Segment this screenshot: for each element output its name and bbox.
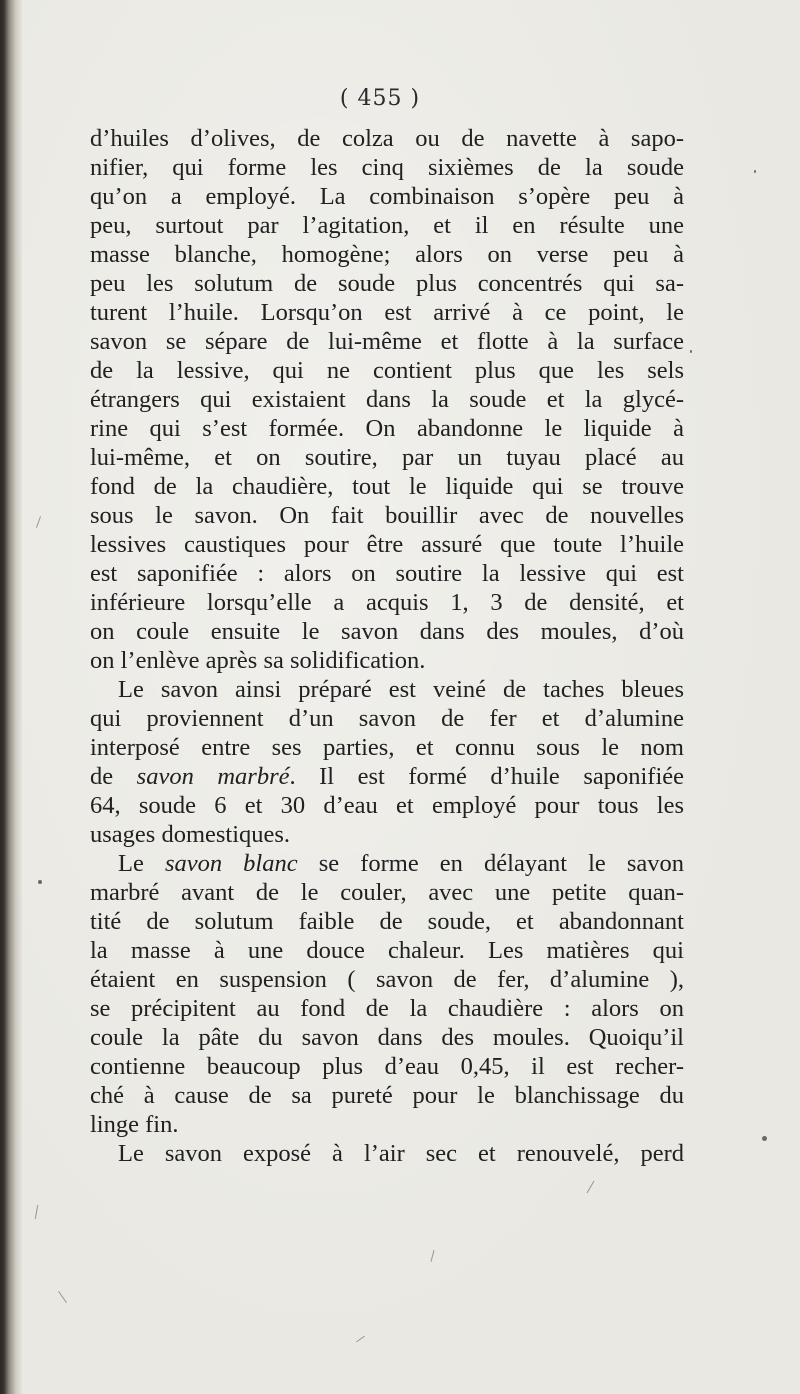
italic-term: savon marbré [136,763,290,790]
text-line-segment: de [90,763,137,790]
page-gutter-shadow [0,0,22,1394]
page-body-text [90,124,684,1168]
text-line: inférieure lorsqu’elle a acquis 1, 3 de densité, et [90,589,684,616]
text-line-segment: . Il est formé d’huile saponifiée [289,763,684,790]
text-line [90,762,684,791]
text-line: usages domestiques. [90,821,291,848]
text-line: sous le savon. On fait bouillir avec de nouvelles [90,502,684,529]
text-line: se précipitent au fond de la chaudière : alors on [90,995,684,1022]
text-line: fond de la chaudière, tout le liquide qui se trouve [90,473,684,500]
text-line: linge fin. [90,1111,179,1138]
text-line: savon se sépare de lui-même et flotte à la surface [90,328,684,355]
text-line: on coule ensuite le savon dans des moules, d’où [90,618,684,645]
scan-speck [754,170,756,173]
text-line: de la lessive, qui ne contient plus que les sels [90,357,684,384]
text-line: étaient en suspension ( savon de fer, d’alumine ), [90,966,684,993]
text-line: Le savon ainsi préparé est veiné de taches bleues [118,676,684,703]
text-line-segment: Le [118,850,165,877]
text-line: est saponifiée : alors on soutire la lessive qui est [90,560,684,587]
text-line: d’huiles d’olives, de colza ou de navette à sapo- [90,125,684,152]
text-line: on l’enlève après sa solidification. [90,647,426,674]
scan-speck [690,350,692,353]
text-line: la masse à une douce chaleur. Les matières qui [90,937,684,964]
italic-term: savon blanc [164,850,298,877]
text-line: peu les solutum de soude plus concentrés qui sa- [90,270,684,297]
scan-mark [36,516,41,528]
text-line: coule la pâte du savon dans des moules. Quoiqu’il [90,1024,684,1051]
text-line: interposé entre ses parties, et connu sous le nom [90,734,684,761]
text-line: masse blanche, homogène; alors on verse peu à [90,241,684,268]
text-line: lessives caustiques pour être assuré que toute l’huile [90,531,684,558]
text-line: tité de solutum faible de soude, et abandonnant [90,908,684,935]
text-line: marbré avant de le couler, avec une petite quan- [90,879,684,906]
text-line: qu’on a employé. La combinaison s’opère peu à [90,183,684,210]
text-line: peu, surtout par l’agitation, et il en résulte une [90,212,684,239]
text-line [90,849,684,878]
text-line: nifier, qui forme les cinq sixièmes de la soude [90,154,684,181]
text-line: turent l’huile. Lorsqu’on est arrivé à ce point, le [90,299,684,326]
text-line: qui proviennent d’un savon de fer et d’alumine [90,705,684,732]
page-number: ( 455 ) [339,86,421,111]
scan-mark [58,1291,67,1303]
text-line-segment: se forme en délayant le savon [297,850,685,877]
text-line: étrangers qui existaient dans la soude et la glycé- [90,386,684,413]
scan-mark [35,1205,38,1219]
text-line: ché à cause de sa pureté pour le blanchissage du [90,1082,684,1109]
text-line: Le savon exposé à l’air sec et renouvelé, perd [118,1140,684,1167]
scan-speck [762,1136,767,1141]
text-line: 64, soude 6 et 30 d’eau et employé pour tous les [90,792,684,819]
text-line: contienne beaucoup plus d’eau 0,45, il est recher- [90,1053,684,1080]
scan-mark [587,1181,595,1194]
scan-mark [356,1336,365,1343]
scan-speck [38,880,42,884]
text-line: rine qui s’est formée. On abandonne le liquide à [90,415,684,442]
text-line: lui-même, et on soutire, par un tuyau placé au [90,444,684,471]
scan-mark [430,1250,434,1262]
